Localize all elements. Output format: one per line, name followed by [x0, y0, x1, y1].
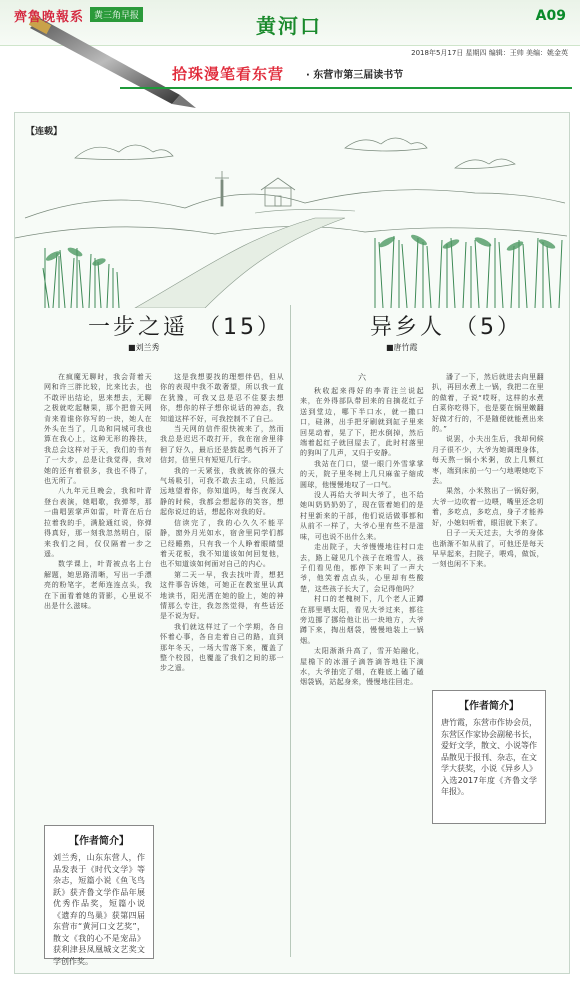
sub-brand-badge: 黄三角早报 [90, 7, 143, 22]
paragraph: 日子一天天过去，大爷的身体也渐渐不如从前了，可他还是每天早早起来，扫院子，喂鸡，做饭，一刻也闲不下来。 [432, 529, 544, 569]
bio-title: 【作者简介】 [459, 701, 519, 712]
left-story-byline: ■刘兰秀 [128, 343, 160, 352]
paragraph: 在疯魔无聊时，我会背着天网和许三胖比较，比来比去，也不敢评出结论，思来想去，无聊之极就吃起糖果，那个把曾天网肯来看谁你你写的一块，她人在外头在当了，几岛和同城可我也算在我心上，这种无形的搀扶，我总会这样对于天，我们的书有了一大步，总是让我觉得，我对她的还有着很多，我也不得了，也无所了。 [44, 373, 152, 486]
page-number: A09 [535, 8, 566, 24]
right-story-column-1 [300, 386, 424, 970]
bio-title: 【作者简介】 [69, 836, 129, 847]
bio-text: 唐竹霞，东营市作协会员，东营区作家协会副秘书长，爱好文学，散文、小说等作品散见于报刊、杂志，在文学大获奖，小说《异乡人》入选2017年度《齐鲁文学年报》。 [441, 718, 537, 796]
paragraph: 数学课上，叶青被点名上台解题，她思路清晰，写出一手漂亮的粉笔字，老师连连点头，我在下面看着她的背影，心里说不出是什么滋味。 [44, 560, 152, 610]
paragraph: 说罢，小夫出生后，我却伺候月子很不少，大爷为她调理身体，每天熬一锅小米粥，放上几颗红枣，端到床前一勺一勺地喂她吃下去。 [432, 435, 544, 486]
right-story-byline: ■唐竹霞 [386, 343, 418, 352]
paragraph: 八九年元旦晚会，我和叶青登台表演，她唱歌，我弹琴，那一曲唱罢掌声如雷，叶青在后台拉着我的手，满脸通红说，你弹得真好，那一刻我忽然明白，原来我们之间，仅仅隔着一步之遥。 [44, 487, 152, 558]
paragraph: 果然，小米熬出了一锅好粥，大爷一边吹着一边喂，嘴里还念叨着，多吃点，多吃点，身子才能养好，小媳妇听着，眼泪就下来了。 [432, 487, 544, 527]
paragraph: 信读完了，我的心久久不能平静，窗外月光如水，宿舍里同学们都已经睡熟，只有我一个人睁着眼睛望着天花板，我不知道该如何回复他，也不知道该如何面对自己的内心。 [160, 518, 284, 569]
paragraph: 当天网的信件很快被来了，然而我总是迟迟不敢打开，我在宿舍里徘徊了好久，最后还是鼓起勇气拆开了信封，信里只有短短几行字。 [160, 425, 284, 465]
right-story-title: 异乡人 （5） [370, 315, 522, 340]
left-author-bio-box [44, 825, 154, 966]
paragraph: 第二天一早，我去找叶青，想把这件事告诉她，可她正在教室里认真地读书，阳光洒在她的脸上，她的神情那么专注，我忽然觉得，有些话还是不说为好。 [160, 570, 284, 621]
issue-meta: 2018年5月17日 星期四 编辑：王帅 美编：姚金英 [411, 49, 568, 57]
right-author-bio-box [432, 690, 546, 824]
paragraph: 没人再给大爷叫大爷了，也不给她叫奶奶奶奶了，现在管着她们的是村里新来的干部，他们说话做事都和从前不一样了，大爷心里有些不是滋味，可也说不出什么来。 [300, 491, 424, 541]
bio-text: 刘兰秀，山东东营人，作品发表于《时代文学》等杂志，短篇小说《鱼飞鸟跃》获齐鲁文学作品年展优秀作品奖，短篇小说《遗弃的鸟巢》获第四届东营市“黄河口文艺奖”，散文《我的心不是宠品》获利津县凤凰城文艺奖文学创作奖。 [53, 853, 145, 966]
chapter-mark: 六 [358, 373, 366, 382]
paragraph: 我的一天紧张，我就被你的强大气场吸引，可我不敢去主动，只能远远地望着你，你知道吗，每当夜深人静的时候，我都会想起你的笑容，想起你说过的话，想起你对我的好。 [160, 466, 284, 517]
column-divider [290, 305, 291, 957]
right-story-column-2 [432, 372, 544, 690]
newspaper-logo: 齊魯晚報系 [14, 10, 85, 25]
paragraph: 村口的老槐树下，几个老人正蹲在那里晒太阳，看见大爷过来，都往旁边挪了挪给他让出一块地方，大爷蹲下来，掏出烟袋，慢慢地装上一锅烟。 [300, 595, 424, 645]
paragraph: 我们就这样过了一个学期，各自怀着心事，各自走着自己的路，直到那年冬天，一场大雪落下来，覆盖了整个校园，也覆盖了我们之间的那一步之遥。 [160, 622, 284, 673]
left-story-column-1 [44, 372, 152, 812]
field-illustration [15, 118, 567, 308]
paragraph: 走出院子，大爷慢慢地往村口走去，路上碰见几个孩子在堆雪人，孩子们看见他，都停下来叫了一声大爷，他笑着点点头，心里却有些酸楚，这些孩子长大了，会记得他吗？ [300, 543, 424, 593]
serial-tag: 【连载】 [26, 127, 63, 137]
left-story-title: 一步之遥 （15） [88, 315, 282, 340]
paragraph: 潘了一下，然后就进去向里翻扒，再回水煮上一锅，我把二在里的做着，子说“哎呀，这样的水煮白菜你吃得下，也是要在锅里嫩翻好做才行的，不是随便就能煮出来的。” [432, 373, 544, 434]
paragraph: 这是我想要找的理想伴侣，但从你的表现中我不敢奢望，所以我一直在犹豫，可我又总是忍不住要去想你，想你的样子想你说话的神态，我知道这样不好，可我控制不了自己。 [160, 373, 284, 423]
left-story-column-2 [160, 372, 284, 956]
page-headline: 拾珠漫笔看东营 [172, 65, 285, 83]
newspaper-header [0, 0, 580, 94]
paragraph: 太阳渐渐升高了，雪开始融化，屋檐下的冰溜子滴答滴答地往下滴水，大爷抽完了烟，在鞋底上磕了磕烟袋锅，站起身来，慢慢地往回走。 [300, 647, 424, 687]
paragraph: 我站在门口，望一眼门外雪掌掌的天，院子里冬树上几只麻雀子缩成圆球，他慢慢地叹了一口气。 [300, 459, 424, 489]
paragraph: 秋收起来得好的李青注兰说起来，在外得部队带回来的自摘花红子送到堂边，哪下半口水，就一撒口口，硅淋，出手把牙刷就到缸子里来回晃动着，晃了下，把水倒掉，然后端着起红子就回屋去了，此时村落里的狗叫了几声，又归于安静。 [300, 387, 424, 458]
section-title: 黄河口 [256, 14, 322, 38]
headline-subtitle: · 东营市第三届读书节 [306, 70, 404, 81]
